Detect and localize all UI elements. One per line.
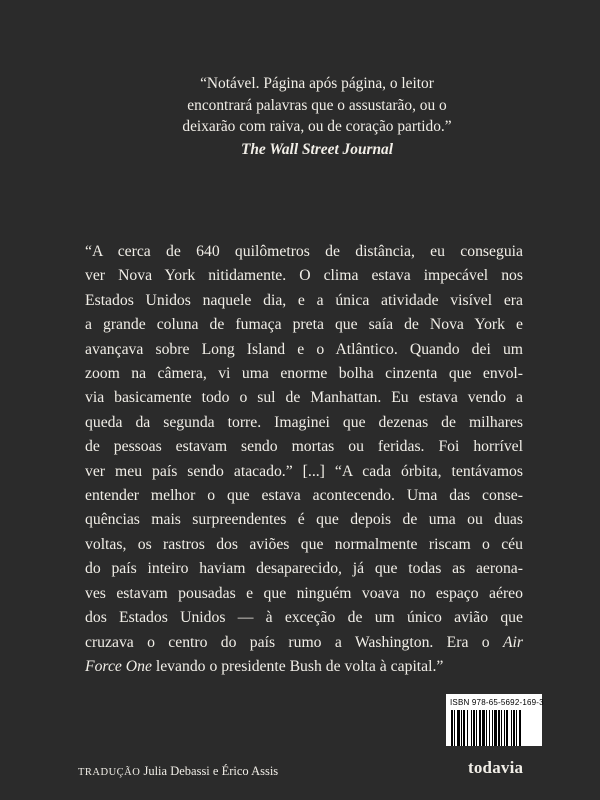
excerpt-line: “A cerca de 640 quilômetros de distância, eu conseguia — [85, 243, 523, 260]
translator-names: Julia Debassi e Érico Assis — [143, 764, 279, 778]
blurb-line: deixarão com raiva, ou de coração partido.” — [182, 118, 452, 135]
isbn-number: ISBN 978-65-5692-169-3 — [450, 698, 544, 707]
excerpt-line: do país inteiro haviam desaparecido, já que todas as aerona- — [85, 560, 523, 578]
excerpt-line: ver meu país sendo atacado.” [...] “A cada órbita, tentávamos — [85, 462, 523, 480]
excerpt-line: Estados Unidos naquele dia, e a única atividade visível era — [85, 291, 523, 309]
review-blurb — [152, 73, 482, 160]
excerpt-line: avançava sobre Long Island e o Atlântico. Quando dei um — [85, 340, 523, 358]
excerpt-line: a grande coluna de fumaça preta que saía de Nova York e — [85, 316, 523, 334]
isbn-barcode-box — [446, 694, 542, 746]
excerpt-line: quências mais surpreendentes é que depois de uma ou duas — [85, 511, 523, 529]
excerpt-line-with-italic — [85, 631, 523, 655]
excerpt-italic-force-one: Force One — [85, 657, 152, 675]
excerpt-line: via basicamente todo o sul de Manhattan. Eu estava vendo a — [85, 389, 523, 407]
blurb-line: “Notável. Página após página, o leitor — [200, 75, 434, 92]
translation-label: TRADUÇÃO — [78, 767, 141, 778]
excerpt-line: entender melhor o que estava acontecendo. Uma das conse- — [85, 487, 523, 505]
excerpt-line: de pessoas estavam sendo mortas ou feridas. Foi horrível — [85, 438, 523, 456]
excerpt-line: queda da segunda torre. Imaginei que dezenas de milhares — [85, 413, 523, 431]
excerpt-line-text: cruzava o centro do país rumo a Washington. Era o — [85, 633, 490, 651]
excerpt-line: zoom na câmera, vi uma enorme bolha cinzenta que envol- — [85, 365, 523, 383]
excerpt-last-line-text: levando o presidente Bush de volta à capital.” — [151, 657, 444, 675]
excerpt-line: voltas, os rastros dos aviões que normalmente riscam o céu — [85, 535, 523, 553]
barcode-icon — [450, 710, 538, 746]
translation-credit — [78, 764, 278, 779]
excerpt-line: ves estavam pousadas e que ninguém voava no espaço aéreo — [85, 584, 523, 602]
blurb-line: encontrará palavras que o assustarão, ou o — [187, 96, 447, 114]
excerpt-italic-air: Air — [502, 633, 523, 651]
excerpt-line: ver Nova York nitidamente. O clima estava impecável nos — [85, 267, 523, 285]
blurb-quote — [152, 73, 482, 138]
excerpt-line: dos Estados Unidos — à exceção de um único avião que — [85, 609, 523, 627]
publisher-logo: todavia — [468, 758, 524, 777]
blurb-source: The Wall Street Journal — [240, 140, 394, 158]
book-excerpt — [85, 240, 523, 679]
excerpt-last-line — [85, 655, 523, 679]
